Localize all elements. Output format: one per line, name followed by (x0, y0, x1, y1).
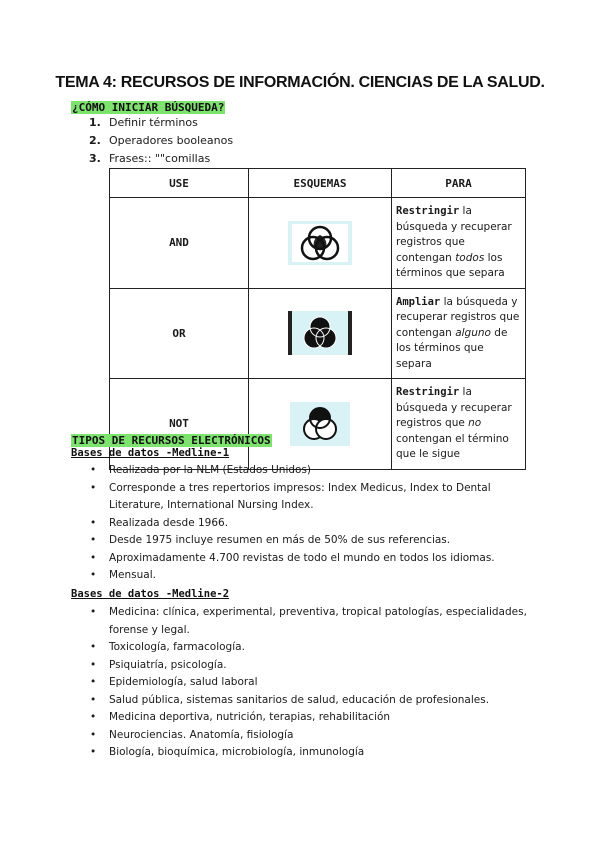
list-item: • Epidemiología, salud laboral (89, 674, 529, 692)
list-item: • Medicina: clínica, experimental, preventiva, tropical patologías, especialidades, forense y legal. (89, 604, 529, 639)
column-header-use: USE (110, 169, 249, 198)
subheading-medline-2: Bases de datos -Medline-2 (71, 588, 230, 600)
section-heading-resources: TIPOS DE RECURSOS ELECTRÓNICOS (72, 434, 271, 447)
list-item: • Corresponde a tres repertorios impresos: Index Medicus, Index to Dental Literature, International Nursing Index. (89, 480, 529, 515)
section-heading-search: ¿CÓMO INICIAR BÚSQUEDA? (72, 101, 225, 114)
operator-or: OR (110, 288, 249, 379)
list-item: 3. Frases:: ""comillas (89, 152, 211, 165)
list-item: • Mensual. (89, 567, 529, 585)
column-header-para: PARA (392, 169, 526, 198)
page-title: TEMA 4: RECURSOS DE INFORMACIÓN. CIENCIAS DE LA SALUD. (55, 74, 545, 91)
description-cell: Restringir la búsqueda y recuperar registros que no contengan el término que le sigue (392, 379, 526, 470)
list-item: • Biología, bioquímica, microbiología, inmunología (89, 744, 529, 762)
venn-or-icon (288, 311, 352, 355)
subheading-medline-1: Bases de datos -Medline-1 (71, 447, 230, 459)
list-item: • Aproximadamente 4.700 revistas de todo el mundo en todos los idiomas. (89, 550, 529, 568)
list-item: 1. Definir términos (89, 116, 198, 129)
table-header-row (110, 169, 526, 198)
list-item: • Neurociencias. Anatomía, fisiología (89, 727, 529, 745)
list-item: • Medicina deportiva, nutrición, terapias, rehabilitación (89, 709, 529, 727)
list-item: 2. Operadores booleanos (89, 134, 234, 147)
medline-1-list (89, 462, 529, 585)
list-item: • Desde 1975 incluye resumen en más de 50% de sus referencias. (89, 532, 529, 550)
boolean-operators-table (109, 168, 526, 470)
list-item: • Toxicología, farmacología. (89, 639, 529, 657)
steps-list (89, 114, 233, 168)
description-cell: Restringir la búsqueda y recuperar registros que contengan todos los términos que separa (392, 198, 526, 289)
schema-cell (249, 379, 392, 470)
list-item: • Realizada por la NLM (Estados Unidos) (89, 462, 529, 480)
operator-and: AND (110, 198, 249, 289)
operator-not: NOT (110, 379, 249, 470)
venn-not-icon (290, 402, 350, 446)
table-row (110, 198, 526, 289)
description-cell: Ampliar la búsqueda y recuperar registros que contengan alguno de los términos que separa (392, 288, 526, 379)
venn-and-icon (288, 221, 352, 265)
medline-2-list (89, 604, 529, 762)
list-item: • Salud pública, sistemas sanitarios de salud, educación de profesionales. (89, 692, 529, 710)
list-item: • Realizada desde 1966. (89, 515, 529, 533)
schema-cell (249, 288, 392, 379)
table-row (110, 288, 526, 379)
list-item: • Psiquiatría, psicología. (89, 657, 529, 675)
schema-cell (249, 198, 392, 289)
column-header-esquemas: ESQUEMAS (249, 169, 392, 198)
